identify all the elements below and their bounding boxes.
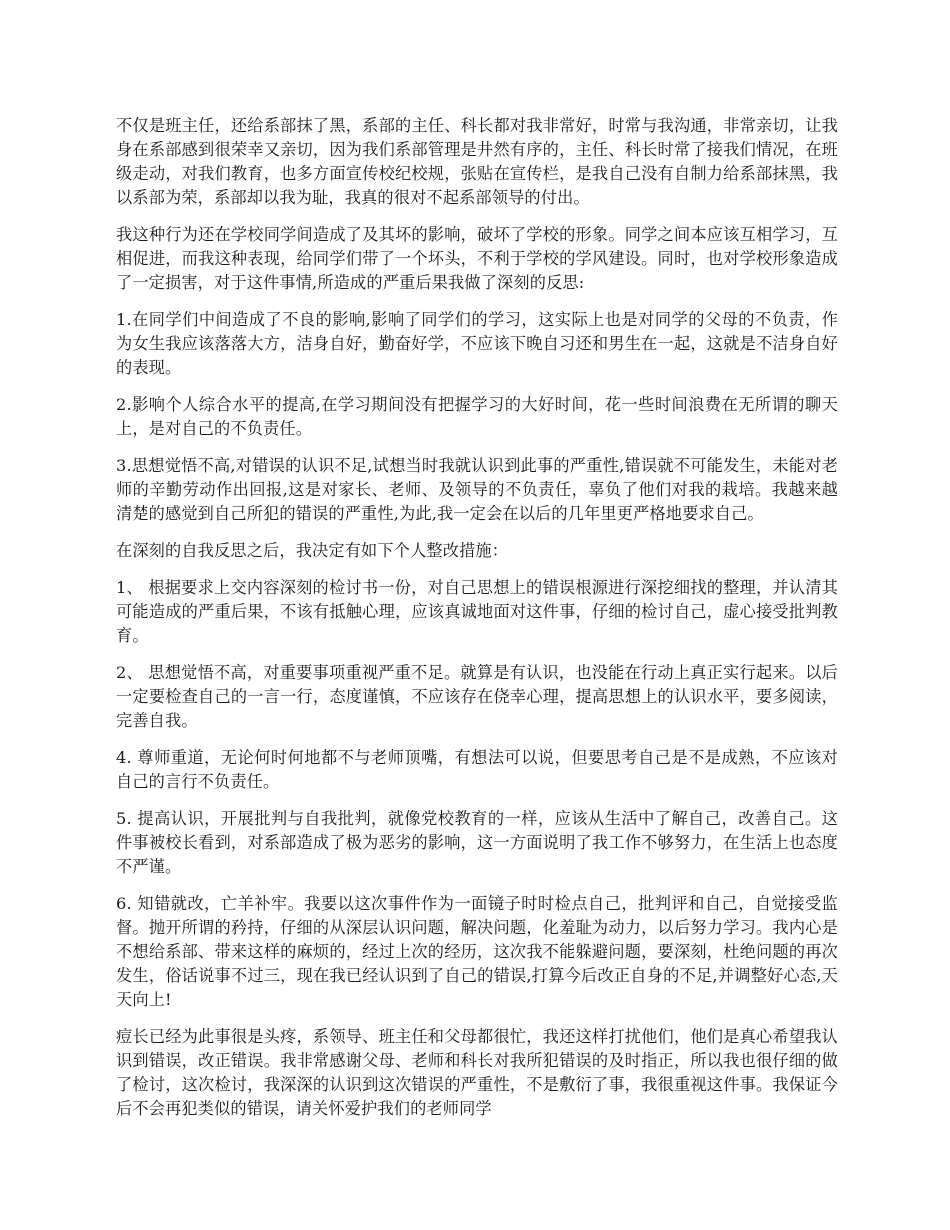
paragraph-7: 1、 根据要求上交内容深刻的检讨书一份，对自己思想上的错误根源进行深挖细找的整理，并认清其可能造成的严重后果，不该有抵触心理，应该真诚地面对这件事，仔细的检讨自己，虚心接受批判教育。 bbox=[116, 578, 838, 645]
paragraph-6: 在深刻的自我反思之后，我决定有如下个人整改措施： bbox=[116, 541, 509, 560]
paragraph-12: 痘长已经为此事很是头疼，系领导、班主任和父母都很忙，我还这样打扰他们，他们是真心希望我认识到错误，改正错误。我非常感谢父母、老师和科长对我所犯错误的及时指正，所以我也很仔细的做了检讨，这次检讨，我深深的认识到这次错误的严重性，不是敷衍了事，我很重视这件事。我保证今后不会再犯类似的错误，请关怀爱护我们的老师同学 bbox=[116, 1027, 838, 1118]
document-body bbox=[116, 114, 838, 1134]
paragraph-10: 5. 提高认识，开展批判与自我批判，就像党校教育的一样，应该从生活中了解自己，改善自己。这件事被校长看到，对系部造成了极为恶劣的影响，这一方面说明了我工作不够努力，在生活上也态度不严谨。 bbox=[116, 809, 838, 876]
paragraph-8: 2、 思想觉悟不高，对重要事项重视严重不足。就算是有认识，也没能在行动上真正实行起来。以后一定要检查自己的一言一行，态度谨慎，不应该存在侥幸心理，提高思想上的认识水平，要多阅读，完善自我。 bbox=[116, 663, 838, 730]
paragraph-4: 2.影响个人综合水平的提高,在学习期间没有把握学习的大好时间，花一些时间浪费在无所谓的聊天上，是对自己的不负责任。 bbox=[116, 395, 838, 438]
paragraph-9: 4. 尊师重道，无论何时何地都不与老师顶嘴，有想法可以说，但要思考自己是不是成熟，不应该对自己的言行不负责任。 bbox=[116, 748, 838, 791]
paragraph-2: 我这种行为还在学校同学间造成了及其坏的影响，破坏了学校的形象。同学之间本应该互相学习，互相促进，而我这种表现，给同学们带了一个坏头，不利于学校的学风建设。同时，也对学校形象造成了一定损害，对于这件事情,所造成的严重后果我做了深刻的反思: bbox=[116, 225, 838, 292]
paragraph-3: 1.在同学们中间造成了不良的影响,影响了同学们的学习，这实际上也是对同学的父母的不负责，作为女生我应该落落大方，洁身自好，勤奋好学，不应该下晚自习还和男生在一起，这就是不洁身自好的表现。 bbox=[116, 310, 838, 377]
paragraph-1: 不仅是班主任，还给系部抹了黑，系部的主任、科长都对我非常好，时常与我沟通，非常亲切，让我身在系部感到很荣幸又亲切，因为我们系部管理是井然有序的，主任、科长时常了接我们情况，在班级走动，对我们教育，也多方面宣传校纪校规，张贴在宣传栏，是我自己没有自制力给系部抹黑，我以系部为荣，系部却以我为耻，我真的很对不起系部领导的付出。 bbox=[116, 116, 838, 207]
paragraph-5: 3.思想觉悟不高,对错误的认识不足,试想当时我就认识到此事的严重性,错误就不可能发生，未能对老师的辛勤劳动作出回报,这是对家长、老师、及领导的不负责任，辜负了他们对我的栽培。我越来越清楚的感觉到自己所犯的错误的严重性,为此,我一定会在以后的几年里更严格地要求自己。 bbox=[116, 456, 838, 523]
paragraph-11: 6. 知错就改，亡羊补牢。我要以这次事件作为一面镜子时时检点自己，批判评和自己，自觉接受监督。抛开所谓的矜持，仔细的从深层认识问题，解决问题，化羞耻为动力，以后努力学习。我内心是不想给系部、带来这样的麻烦的，经过上次的经历，这次我不能躲避问题，要深刻，杜绝问题的再次发生，俗话说事不过三，现在我已经认识到了自己的错误,打算今后改正自身的不足,并调整好心态,天天向上! bbox=[116, 894, 838, 1009]
